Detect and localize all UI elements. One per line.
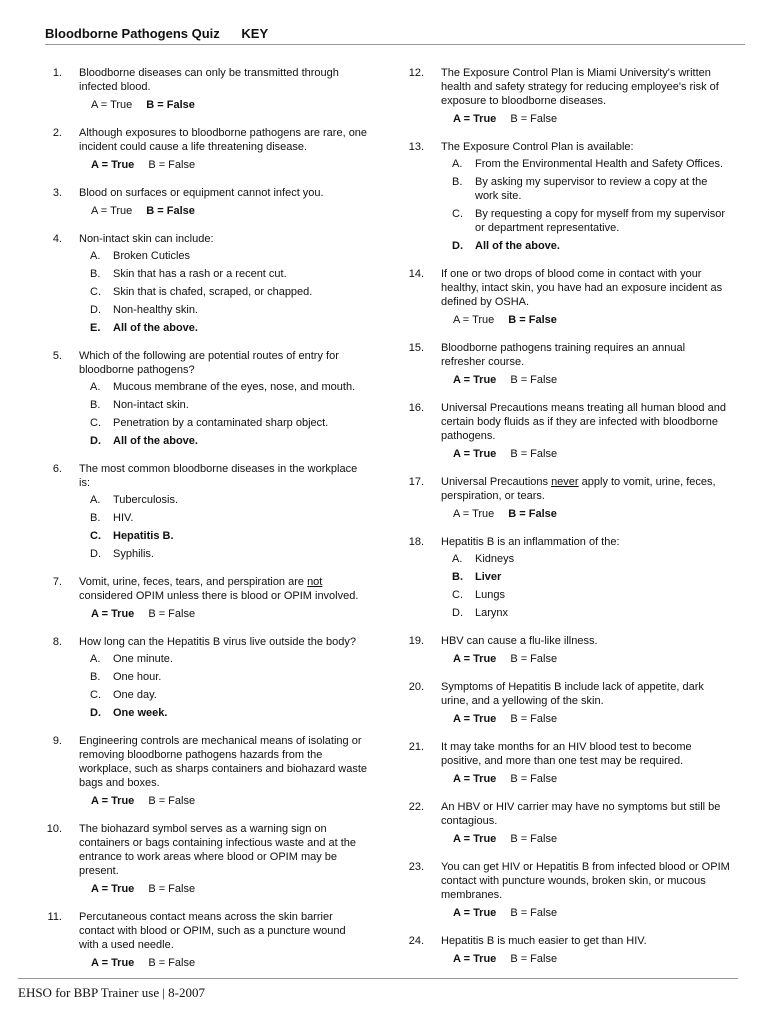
option-text: Kidneys bbox=[475, 553, 515, 565]
question-number: 6. bbox=[52, 463, 62, 475]
option-text: Non-intact skin. bbox=[113, 399, 189, 411]
option-text: Skin that is chafed, scraped, or chapped. bbox=[113, 286, 313, 298]
text-part: Vomit, urine, feces, tears, and perspiration are bbox=[79, 576, 308, 588]
answer-option bbox=[79, 493, 368, 507]
true-false-answers bbox=[441, 373, 730, 387]
question-item bbox=[38, 635, 368, 720]
question-text: Hepatitis B is an inflammation of the: bbox=[441, 536, 620, 548]
correct-answer: A = True bbox=[453, 713, 497, 725]
option-text: By requesting a copy for myself from my supervisor or department representative. bbox=[475, 208, 726, 234]
question-text: Universal Precautions means treating all human blood and certain body fluids as if they are infected with bloodborne pathogens. bbox=[441, 402, 726, 442]
question-number: 13. bbox=[408, 141, 424, 153]
option-text: One minute. bbox=[113, 653, 173, 665]
correct-answer: A = True bbox=[453, 374, 497, 386]
option-text: Tuberculosis. bbox=[113, 494, 179, 506]
question-item bbox=[400, 680, 730, 726]
answer-choice: B = False bbox=[148, 883, 196, 895]
answer-options bbox=[79, 380, 368, 448]
correct-answer: A = True bbox=[453, 953, 497, 965]
answer-choice: B = False bbox=[510, 833, 558, 845]
question-text: Engineering controls are mechanical means of isolating or removing bloodborne pathogens hazards from the workplace, such as sharps containers and biohazard waste bags and boxes. bbox=[79, 735, 367, 789]
correct-option bbox=[79, 529, 368, 543]
question-item bbox=[38, 910, 368, 970]
question-item bbox=[38, 734, 368, 808]
question-item bbox=[400, 475, 730, 521]
correct-option bbox=[441, 239, 730, 253]
option-text: One hour. bbox=[113, 671, 162, 683]
correct-answer: A = True bbox=[453, 907, 497, 919]
option-letter: B. bbox=[452, 571, 463, 583]
correct-answer: A = True bbox=[453, 113, 497, 125]
option-text: Penetration by a contaminated sharp object. bbox=[113, 417, 329, 429]
option-letter: D. bbox=[452, 607, 463, 619]
question-number: 4. bbox=[52, 233, 62, 245]
question-number: 21. bbox=[408, 741, 424, 753]
question-item bbox=[38, 126, 368, 172]
answer-choice: B = False bbox=[510, 907, 558, 919]
question-text: Percutaneous contact means across the skin barrier contact with blood or OPIM, such as a puncture wound with a used needle. bbox=[79, 911, 346, 951]
option-letter: B. bbox=[90, 671, 101, 683]
question-text: Although exposures to bloodborne pathogens are rare, one incident could cause a life threatening disease. bbox=[79, 127, 368, 153]
question-item bbox=[38, 66, 368, 112]
answer-option bbox=[79, 547, 368, 561]
answer-choice: A = True bbox=[453, 314, 495, 326]
correct-answer: A = True bbox=[453, 448, 497, 460]
answer-choice: A = True bbox=[91, 205, 133, 217]
question-item bbox=[400, 860, 730, 920]
true-false-answers bbox=[441, 832, 730, 846]
question-text: Which of the following are potential routes of entry for bloodborne pathogens? bbox=[79, 350, 339, 376]
text-part: considered OPIM unless there is blood or OPIM involved. bbox=[79, 590, 359, 602]
question-item bbox=[400, 66, 730, 126]
true-false-answers bbox=[79, 158, 368, 172]
correct-answer: B = False bbox=[508, 508, 557, 520]
question-number: 20. bbox=[408, 681, 424, 693]
answer-choice: B = False bbox=[510, 773, 558, 785]
question-number: 12. bbox=[408, 67, 424, 79]
question-item bbox=[38, 186, 368, 218]
answer-option bbox=[79, 670, 368, 684]
correct-answer: A = True bbox=[91, 608, 135, 620]
correct-answer: A = True bbox=[91, 883, 135, 895]
true-false-answers bbox=[441, 712, 730, 726]
question-text: Non-intact skin can include: bbox=[79, 233, 214, 245]
footer: EHSO for BBP Trainer use | 8-2007 bbox=[18, 978, 738, 1001]
answer-choice: B = False bbox=[148, 795, 196, 807]
true-false-answers bbox=[79, 882, 368, 896]
question-text: Bloodborne pathogens training requires an annual refresher course. bbox=[441, 342, 686, 368]
option-text: All of the above. bbox=[475, 240, 560, 252]
answer-choice: B = False bbox=[148, 159, 196, 171]
option-letter: D. bbox=[90, 707, 101, 719]
question-text: The Exposure Control Plan is Miami University's written health and safety strategy for reducing employee's risk of exposure to bloodborne diseases. bbox=[441, 67, 719, 107]
option-letter: C. bbox=[90, 689, 101, 701]
answer-choice: B = False bbox=[510, 653, 558, 665]
question-text: It may take months for an HIV blood test to become positive, and more than one test may be required. bbox=[441, 741, 692, 767]
question-number: 7. bbox=[52, 576, 62, 588]
option-letter: B. bbox=[90, 268, 101, 280]
option-letter: D. bbox=[90, 548, 101, 560]
question-item bbox=[400, 535, 730, 620]
correct-option bbox=[79, 434, 368, 448]
answer-option bbox=[79, 285, 368, 299]
option-letter: D. bbox=[452, 240, 463, 252]
correct-option bbox=[79, 321, 368, 335]
question-text: You can get HIV or Hepatitis B from infected blood or OPIM contact with puncture wounds, broken skin, or mucous membranes. bbox=[441, 861, 730, 901]
option-letter: A. bbox=[452, 553, 463, 565]
option-letter: B. bbox=[90, 399, 101, 411]
question-number: 5. bbox=[52, 350, 62, 362]
question-text bbox=[441, 475, 730, 503]
correct-answer: B = False bbox=[508, 314, 557, 326]
correct-answer: A = True bbox=[91, 795, 135, 807]
option-letter: E. bbox=[90, 322, 101, 334]
question-number: 24. bbox=[408, 935, 424, 947]
question-number: 19. bbox=[408, 635, 424, 647]
answer-options bbox=[441, 552, 730, 620]
question-number: 11. bbox=[47, 911, 62, 923]
question-number: 18. bbox=[408, 536, 424, 548]
option-text: Liver bbox=[475, 571, 502, 583]
option-text: One day. bbox=[113, 689, 157, 701]
answer-option bbox=[441, 157, 730, 171]
question-item bbox=[38, 232, 368, 335]
true-false-answers bbox=[79, 956, 368, 970]
right-column bbox=[400, 66, 730, 980]
correct-answer: A = True bbox=[453, 653, 497, 665]
left-column bbox=[38, 66, 368, 984]
question-number: 22. bbox=[408, 801, 424, 813]
answer-option bbox=[441, 552, 730, 566]
text-part: Universal Precautions bbox=[441, 476, 552, 488]
correct-answer: A = True bbox=[453, 773, 497, 785]
underlined-word: not bbox=[307, 576, 323, 588]
question-text bbox=[79, 575, 368, 603]
question-item bbox=[400, 267, 730, 327]
question-item bbox=[400, 401, 730, 461]
answer-choice: B = False bbox=[148, 608, 196, 620]
option-text: Lungs bbox=[475, 589, 505, 601]
option-letter: C. bbox=[90, 530, 101, 542]
true-false-answers bbox=[79, 794, 368, 808]
question-text: HBV can cause a flu-like illness. bbox=[441, 635, 598, 647]
answer-options bbox=[79, 652, 368, 720]
correct-answer: A = True bbox=[453, 833, 497, 845]
question-item bbox=[400, 634, 730, 666]
answer-choice: B = False bbox=[510, 713, 558, 725]
answer-option bbox=[441, 588, 730, 602]
question-number: 17. bbox=[408, 476, 424, 488]
question-item bbox=[400, 140, 730, 253]
option-text: All of the above. bbox=[113, 435, 198, 447]
true-false-answers bbox=[79, 607, 368, 621]
question-item bbox=[400, 740, 730, 786]
option-letter: A. bbox=[90, 494, 101, 506]
question-text: Bloodborne diseases can only be transmitted through infected blood. bbox=[79, 67, 339, 93]
option-text: One week. bbox=[113, 707, 168, 719]
question-number: 9. bbox=[52, 735, 62, 747]
question-number: 3. bbox=[52, 187, 62, 199]
answer-option bbox=[79, 652, 368, 666]
true-false-answers bbox=[441, 906, 730, 920]
option-text: Mucous membrane of the eyes, nose, and mouth. bbox=[113, 381, 356, 393]
correct-answer: B = False bbox=[146, 99, 195, 111]
question-number: 2. bbox=[52, 127, 62, 139]
option-text: Non-healthy skin. bbox=[113, 304, 198, 316]
question-text: Hepatitis B is much easier to get than HIV. bbox=[441, 935, 647, 947]
question-text: Blood on surfaces or equipment cannot infect you. bbox=[79, 187, 324, 199]
correct-option bbox=[79, 706, 368, 720]
answer-option bbox=[441, 207, 730, 235]
text-part: apply to vomit, urine, feces, perspiration, or tears. bbox=[441, 476, 716, 502]
option-text: Syphilis. bbox=[113, 548, 154, 560]
option-text: HIV. bbox=[113, 512, 134, 524]
question-number: 16. bbox=[408, 402, 424, 414]
answer-option bbox=[79, 688, 368, 702]
answer-choice: A = True bbox=[91, 99, 133, 111]
question-item bbox=[400, 934, 730, 966]
option-letter: C. bbox=[452, 208, 463, 220]
question-number: 8. bbox=[52, 636, 62, 648]
question-text: The most common bloodborne diseases in the workplace is: bbox=[79, 463, 358, 489]
option-letter: D. bbox=[90, 435, 101, 447]
option-text: From the Environmental Health and Safety Offices. bbox=[475, 158, 724, 170]
answer-options bbox=[79, 493, 368, 561]
question-text: The biohazard symbol serves as a warning sign on containers or bags containing infectious waste and at the entrance to work areas where blood or OPIM may be present. bbox=[79, 823, 357, 877]
option-letter: D. bbox=[90, 304, 101, 316]
answer-option bbox=[441, 175, 730, 203]
answer-option bbox=[79, 511, 368, 525]
question-text: The Exposure Control Plan is available: bbox=[441, 141, 634, 153]
answer-option bbox=[79, 303, 368, 317]
correct-option bbox=[441, 570, 730, 584]
question-text: Symptoms of Hepatitis B include lack of appetite, dark urine, and a yellowing of the skin. bbox=[441, 681, 704, 707]
answer-option bbox=[79, 398, 368, 412]
answer-options bbox=[79, 249, 368, 335]
question-item bbox=[38, 822, 368, 896]
true-false-answers bbox=[79, 204, 368, 218]
quiz-title: Bloodborne Pathogens Quiz bbox=[45, 26, 220, 41]
option-letter: B. bbox=[452, 176, 463, 188]
option-text: Larynx bbox=[475, 607, 509, 619]
question-number: 10. bbox=[46, 823, 62, 835]
question-item bbox=[38, 462, 368, 561]
true-false-answers bbox=[441, 447, 730, 461]
option-letter: C. bbox=[452, 589, 463, 601]
question-text: If one or two drops of blood come in contact with your healthy, intact skin, you have had an exposure incident as defined by OSHA. bbox=[441, 268, 723, 308]
question-item bbox=[38, 575, 368, 621]
key-label: KEY bbox=[241, 26, 269, 41]
correct-answer: A = True bbox=[91, 957, 135, 969]
answer-choice: A = True bbox=[453, 508, 495, 520]
option-letter: A. bbox=[90, 653, 101, 665]
answer-option bbox=[79, 416, 368, 430]
true-false-answers bbox=[441, 313, 730, 327]
answer-option bbox=[79, 249, 368, 263]
true-false-answers bbox=[79, 98, 368, 112]
true-false-answers bbox=[441, 507, 730, 521]
answer-choice: B = False bbox=[510, 113, 558, 125]
answer-choice: B = False bbox=[510, 374, 558, 386]
true-false-answers bbox=[441, 952, 730, 966]
option-letter: B. bbox=[90, 512, 101, 524]
answer-choice: B = False bbox=[510, 953, 558, 965]
option-text: Skin that has a rash or a recent cut. bbox=[113, 268, 287, 280]
answer-option bbox=[79, 380, 368, 394]
underlined-word: never bbox=[551, 476, 579, 488]
answer-option bbox=[79, 267, 368, 281]
option-letter: C. bbox=[90, 417, 101, 429]
option-text: By asking my supervisor to review a copy at the work site. bbox=[475, 176, 708, 202]
answer-choice: B = False bbox=[148, 957, 196, 969]
question-text: An HBV or HIV carrier may have no symptoms but still be contagious. bbox=[441, 801, 721, 827]
page-header bbox=[45, 26, 745, 45]
question-text: How long can the Hepatitis B virus live outside the body? bbox=[79, 636, 356, 648]
question-number: 1. bbox=[52, 67, 62, 79]
question-item bbox=[400, 341, 730, 387]
option-letter: A. bbox=[90, 381, 101, 393]
true-false-answers bbox=[441, 112, 730, 126]
question-item bbox=[400, 800, 730, 846]
option-text: Hepatitis B. bbox=[113, 530, 174, 542]
true-false-answers bbox=[441, 652, 730, 666]
correct-answer: A = True bbox=[91, 159, 135, 171]
true-false-answers bbox=[441, 772, 730, 786]
question-number: 14. bbox=[408, 268, 424, 280]
option-letter: C. bbox=[90, 286, 101, 298]
option-letter: A. bbox=[452, 158, 463, 170]
answer-choice: B = False bbox=[510, 448, 558, 460]
option-text: All of the above. bbox=[113, 322, 198, 334]
question-number: 15. bbox=[408, 342, 424, 354]
correct-answer: B = False bbox=[146, 205, 195, 217]
question-number: 23. bbox=[408, 861, 424, 873]
question-item bbox=[38, 349, 368, 448]
option-letter: A. bbox=[90, 250, 101, 262]
answer-option bbox=[441, 606, 730, 620]
answer-options bbox=[441, 157, 730, 253]
option-text: Broken Cuticles bbox=[113, 250, 191, 262]
